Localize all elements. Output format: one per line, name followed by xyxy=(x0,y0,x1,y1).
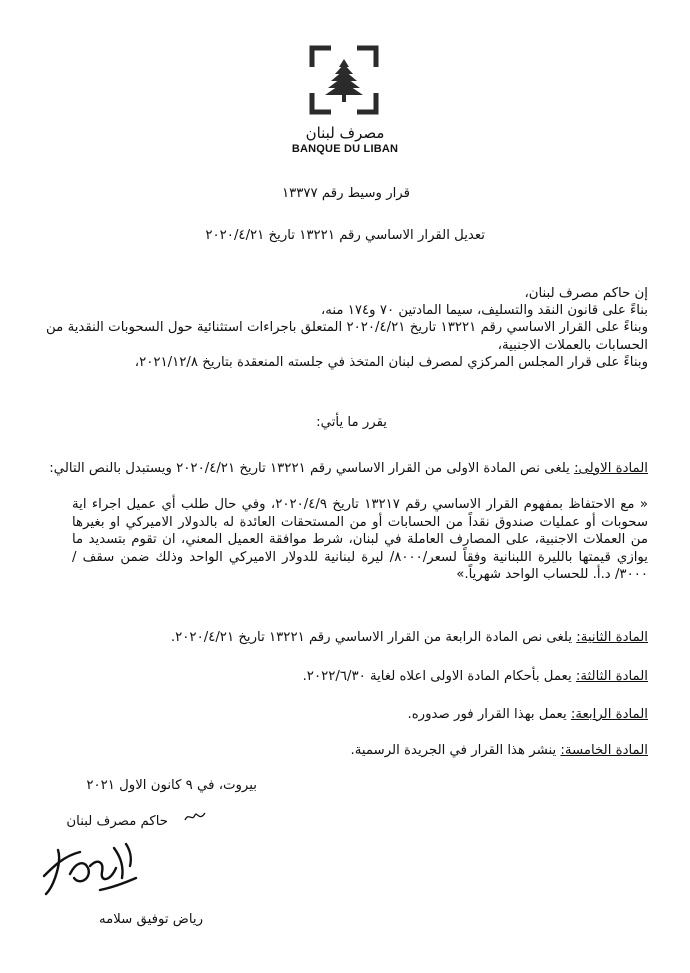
decision-subject: تعديل القرار الاساسي رقم ١٣٢٢١ تاريخ ٢٠٢٠/٤/٢١ xyxy=(205,228,485,243)
article-5-label: المادة الخامسة: xyxy=(560,743,648,758)
article-3-label: المادة الثالثة: xyxy=(575,669,648,684)
article-5-text: ينشر هذا القرار في الجريدة الرسمية. xyxy=(350,743,557,758)
brand-french: BANQUE DU LIBAN xyxy=(291,143,399,155)
signer-name: رياض توفيق سلامه xyxy=(98,912,203,927)
preamble-line-4: وبناءً على قرار المجلس المركزي لمصرف لبنان المتخذ في جلسته المنعقدة بتاريخ ٢٠٢١/١٢/٨، xyxy=(134,355,648,370)
article-4 xyxy=(407,706,648,724)
article-1-quote: « مع الاحتفاظ بمفهوم القرار الاساسي رقم ١٣٢١٧ تاريخ ٢٠٢٠/٤/٩، وفي حال طلب أي عميل اجراء اية سحوبات أو عمليات صندوق نقداً من الحسابات أو من المستحقات العائدة له بالدولار الاميركي او بغيرها من العملات الاجنبية، على المصارف العاملة في لبنان، شرط موافقة العميل المعني، ان تقوم بتسديد ما يوازي قيمتها بالليرة اللبنانية وفقاً لسعر/٨٠٠٠/ ليرة لبنانية للدولار الاميركي الواحد وذلك ضمن سقف /٣٠٠٠/ د.أ. للحساب الواحد شهرياً.» xyxy=(72,497,649,582)
article-2-text: يلغى نص المادة الرابعة من القرار الاساسي رقم ١٣٢٢١ تاريخ ٢٠٢٠/٤/٢١. xyxy=(170,630,573,645)
brand-arabic: مصرف لبنان xyxy=(305,124,385,142)
signer-title: حاكم مصرف لبنان xyxy=(66,814,168,829)
preamble-line-2: بناءً على قانون النقد والتسليف، سيما المادتين ٧٠ و١٧٤ منه، xyxy=(320,303,648,318)
article-2 xyxy=(171,629,648,647)
preamble-line-3: وبناءً على القرار الاساسي رقم ١٣٢٢١ تاريخ ٢٠٢٠/٤/٢١ المتعلق باجراءات استثنائية حول السحوبات النقدية من الحسابات بالعملات الاجنبية، xyxy=(46,320,648,353)
article-3-text: يعمل بأحكام المادة الاولى اعلاه لغاية ٢٠٢٢/٦/٣٠. xyxy=(302,669,572,684)
article-2-label: المادة الثانية: xyxy=(576,630,648,645)
article-1 xyxy=(46,460,648,478)
article-5 xyxy=(351,742,649,760)
article-1-text: يلغى نص المادة الاولى من القرار الاساسي رقم ١٣٢٢١ تاريخ ٢٠٢٠/٤/٢١ ويستبدل بالنص التالي: xyxy=(49,461,570,476)
cedar-logo xyxy=(309,45,379,115)
handwritten-signature xyxy=(40,838,150,898)
article-4-label: المادة الرابعة: xyxy=(570,707,648,722)
decides-heading: يقرر ما يأتي: xyxy=(316,415,387,430)
article-3 xyxy=(303,668,648,686)
article-4-text: يعمل بهذا القرار فور صدوره. xyxy=(407,707,567,722)
decision-number: قرار وسيط رقم ١٣٣٧٧ xyxy=(281,186,410,201)
place-date: بيروت، في ٩ كانون الاول ٢٠٢١ xyxy=(86,778,257,793)
article-1-label: المادة الاولى: xyxy=(574,461,648,476)
preamble-line-1: إن حاكم مصرف لبنان، xyxy=(524,286,648,301)
initials-mark xyxy=(184,810,206,824)
